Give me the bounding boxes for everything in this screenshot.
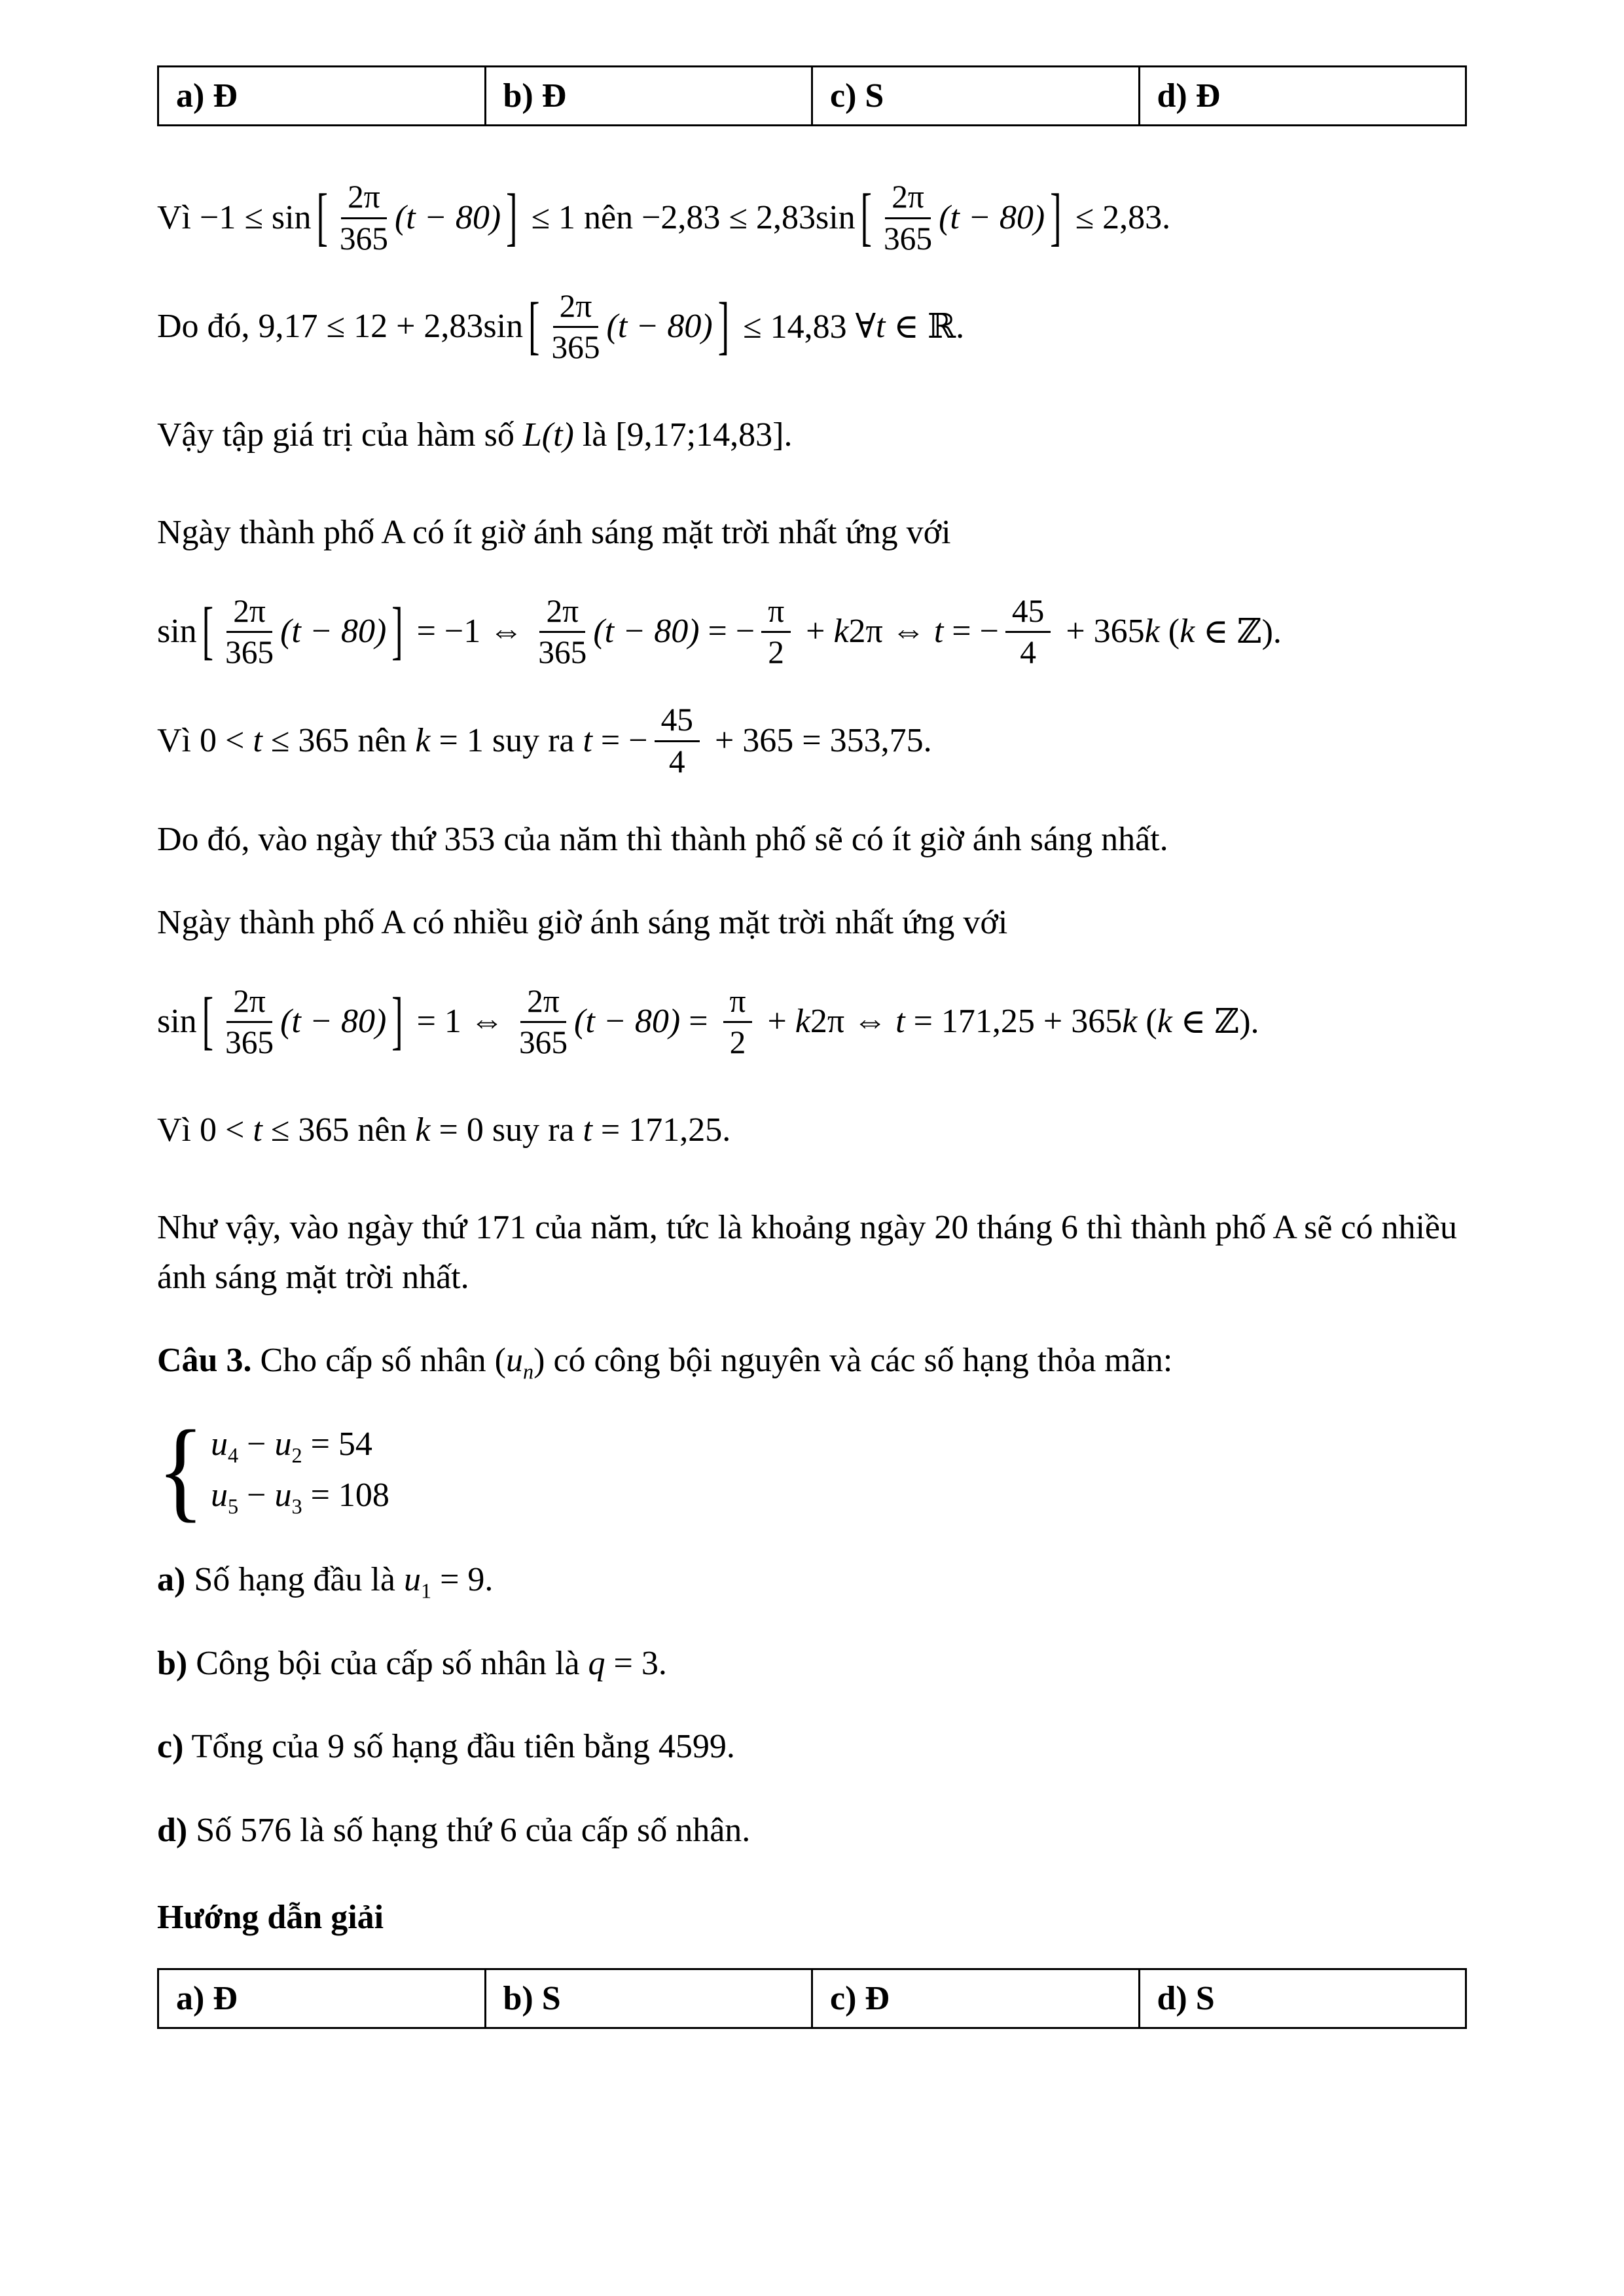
formula-line-value-set: Vậy tập giá trị của hàm số L(t) là [9,17;14,83]. [157, 416, 793, 454]
statement-c: c) Tổng của 9 số hạng đầu tiên bằng 4599. [157, 1728, 735, 1766]
brace-icon: { [157, 1408, 204, 1533]
section-heading-solution: Hướng dẫn giải [157, 1899, 384, 1937]
answer-table-bottom [157, 1968, 1467, 2029]
paragraph-min-sunlight-intro: Ngày thành phố A có ít giờ ánh sáng mặt trời nhất ứng với [157, 514, 951, 552]
equation-system [157, 1408, 1467, 1533]
answer-cell-a: a) Đ [158, 67, 486, 126]
formula-line-sin-equals-1: sin [ $\frac{2\pi}{365}$ (t − 80) ] = 1 ⇔ $\frac{2\pi}{365}$ (t − 80) = $\frac{\pi}{2}$ + k 2π ⇔ t = 171,25 + 365 k ( k ∈ ℤ). [157, 982, 1259, 1061]
answer-cell-c: c) Đ [812, 1969, 1140, 2028]
system-rows [211, 1419, 389, 1521]
answer-row [158, 67, 1466, 126]
paragraph-day-353: Do đó, vào ngày thứ 353 của năm thì thành phố sẽ có ít giờ ánh sáng nhất. [157, 820, 1168, 858]
answer-cell-d: d) Đ [1139, 67, 1466, 126]
paragraph-max-sunlight-intro: Ngày thành phố A có nhiều giờ ánh sáng mặt trời nhất ứng với [157, 904, 1008, 942]
formula-line-k1-solution: Vì 0 < t ≤ 365 nên k = 1 suy ra t = − $\frac{45}{4}$ + 365 = 353,75. [157, 702, 932, 780]
answer-row [158, 1969, 1466, 2028]
formula-line-k0-solution: Vì 0 < t ≤ 365 nên k = 0 suy ra t = 171,25. [157, 1111, 731, 1149]
answer-cell-c: c) S [812, 67, 1140, 126]
system-row-1: $u_4 - u_2 = 54$ [211, 1426, 372, 1467]
formula-line-sin-equals-neg1: sin [ $\frac{2\pi}{365}$ (t − 80) ] = −1 ⇔ $\frac{2\pi}{365}$ (t − 80) = − $\frac{\pi}{2}$ + k 2π ⇔ t = − $\frac{45}{4}$ + 365 k ( k ∈ ℤ). [157, 592, 1282, 671]
answer-cell-a: a) Đ [158, 1969, 486, 2028]
system-row-2: $u_5 - u_3 = 108$ [211, 1477, 389, 1518]
formula-line-range-sin: Vì −1 ≤ sin [ $\frac{2\pi}{365}$ (t − 80) ] ≤ 1 nên −2,83 ≤ 2,83sin [ $\frac{2\pi}{365}$ (t − 80) ] ≤ 2,83. [157, 179, 1171, 257]
answer-cell-d: d) S [1139, 1969, 1466, 2028]
paragraph-day-171-conclusion: Như vậy, vào ngày thứ 171 của năm, tức là khoảng ngày 20 tháng 6 thì thành phố A sẽ có nhiều ánh sáng mặt trời nhất. [157, 1209, 1458, 1296]
answer-table-top [157, 65, 1467, 126]
answer-cell-b: b) S [485, 1969, 812, 2028]
question-3-statement: Câu 3. Cho cấp số nhân $(u_n)$ có công bội nguyên và các số hạng thỏa mãn: [157, 1342, 1173, 1384]
statement-a: a) Số hạng đầu là $u_1 = 9$. [157, 1561, 494, 1603]
formula-line-bounds: Do đó, 9,17 ≤ 12 + 2,83sin [ $\frac{2\pi}{365}$ (t − 80) ] ≤ 14,83 ∀ t ∈ ℝ. [157, 287, 965, 366]
statement-b: b) Công bội của cấp số nhân là q = 3. [157, 1644, 667, 1682]
answer-cell-b: b) Đ [485, 67, 812, 126]
statement-d: d) Số 576 là số hạng thứ 6 của cấp số nhân. [157, 1811, 751, 1849]
